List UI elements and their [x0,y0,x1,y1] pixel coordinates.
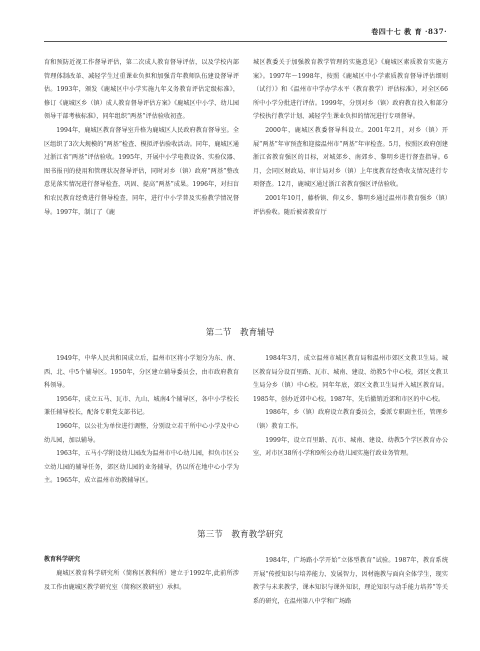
paragraph: 鹿城区教育科学研究所（简称区教科所）建立于1992年,此前所涉及工作由鹿城区教学研究室（简称区教研室）承担。 [44,570,239,591]
section-title: 第二节 教育辅导 [205,328,275,338]
header-rule [44,41,447,42]
section3-columns [44,554,448,608]
section2-columns [44,352,448,488]
paragraph: 1956年，成立五马、瓦市、九山、城南4个辅导区，各中小学校长兼任辅导校长，配备专职党支部书记。 [44,395,239,417]
section2-left-column [44,352,239,488]
top-right-column [253,56,448,219]
section-title: 第三节 教育教学研究 [197,530,283,540]
paragraph: 城区教委关于加强教育教学管理的实施意见》《鹿城区素质教育实施方案》。1997年～1998年，按照《鹿城区中小学素质教育督导评估细则（试行）》和《温州市中学办学水平（教育教学）评估标准》，对全区66所中小学分批进行评估。1999年，分别对乡（镇）政府教育投入和部分学校执行教学计划、减轻学生课业负担的情况进行专项督导。 [253,59,448,121]
paragraph: 2000年，鹿城区教委督导科设立。2001年2月，对乡（镇）开展“两基”年审预查和迎接温州市“两基”年审检查。5月，按照区政府创建浙江省教育强区的目标，对城郊乡、南郊乡、黎明乡进行督查指导。6月，会同区财政局、审计局对乡（镇）上年度教育经费收支情况进行专项督查。12月，鹿城区通过浙江省教育强区评估验收。 [253,126,448,189]
top-left-column [44,56,239,219]
paragraph: 1984年，广场路小学开始“立体型教育”试验。1987年，教育系统开展“传授知识与培养能力、发展智力，因材施教与面向全体学生，现实教学与未来教学，课本知识与课外知识，理论知识与动手能力培养”等关系的研究，在温州第八中学和广场路 [253,557,448,605]
paragraph: 1960年，以公社为单位进行调整，分别设立若干所中心小学及中心幼儿园，加以辅导。 [44,422,239,444]
paragraph: 1986年，乡（镇）政府设立教育委员会，委派专职副主任，管理乡（镇）教育工作。 [253,409,448,430]
running-head: 卷四十七 教 育 ·837· [371,27,447,36]
paragraph: 1949年，中华人民共和国成立后，温州市区将小学划分为东、南、西、北、中5个辅导区。1950年，分区建立辅导委员会，由市政府教育科领导。 [44,355,239,390]
paragraph: 1984年3月，成立温州市城区教育局和温州市郊区文教卫生局。城区教育局分设百里路、瓦市、城南、建设、幼教5个中心校，郊区文教卫生局分乡（镇）中心校。同年年底，郊区文教卫生局并入城区教育局。1985年，创办近郊中心校。1987年，先后撤销近郊和市区的中心校。 [253,355,448,403]
subheading: 教育科学研究 [44,556,81,563]
paragraph: 2001年10月，藤桥镇、仰义乡、黎明乡通过温州市教育强乡（镇）评估验收。随后被省教育厅 [253,194,448,216]
section2-right-column [253,352,448,488]
paragraph: 1994年，鹿城区教育督导室升格为鹿城区人民政府教育督导室。全区组织了3次大规模的“两基”检查、模拟评估验收活动。同年，鹿城区通过浙江省“两基”评估验收。1995年，开展中小学电教设备、实验仪器、图书报刊的使用和管理状况督导评估，同时对乡（镇）政府“两基”整改意见落实情况进行督导检查，巩固、提高“两基”成果。1996年，对扫盲和农民教育经费进行督导检查，同年，进行中小学普及实验教学情况督导。1997年，制订了《鹿 [44,126,239,216]
section3-left-column [44,554,239,608]
paragraph: 1999年，设立百里路、瓦市、城南、建设、幼教5个学区教育办公室，对市区38所小学和9所公办幼儿园实施行政业务管理。 [253,436,448,458]
top-columns [44,56,448,219]
section3-right-column [253,554,448,608]
paragraph: 1963年，五马小学附设幼儿园改为温州市中心幼儿园，担负市区公立幼儿园的辅导任务，郊区幼儿园的业务辅导，仍以所在地中心小学为主。1965年，成立温州市幼教辅导区。 [44,450,239,485]
paragraph: 育和预防近视工作督导评估，第二次成人教育督导评估，以及学校内部管理体制改革、减轻学生过重课业负担和加强青年教师队伍建设督导评估。1993年，颁发《鹿城区中小学实施九年义务教育评估定级标准》，修订《鹿城区乡（镇）成人教育督导评估方案》《鹿城区中小学、幼儿园领导干部考核标准》，同年组织“两基”评估验收初查。 [44,59,239,121]
